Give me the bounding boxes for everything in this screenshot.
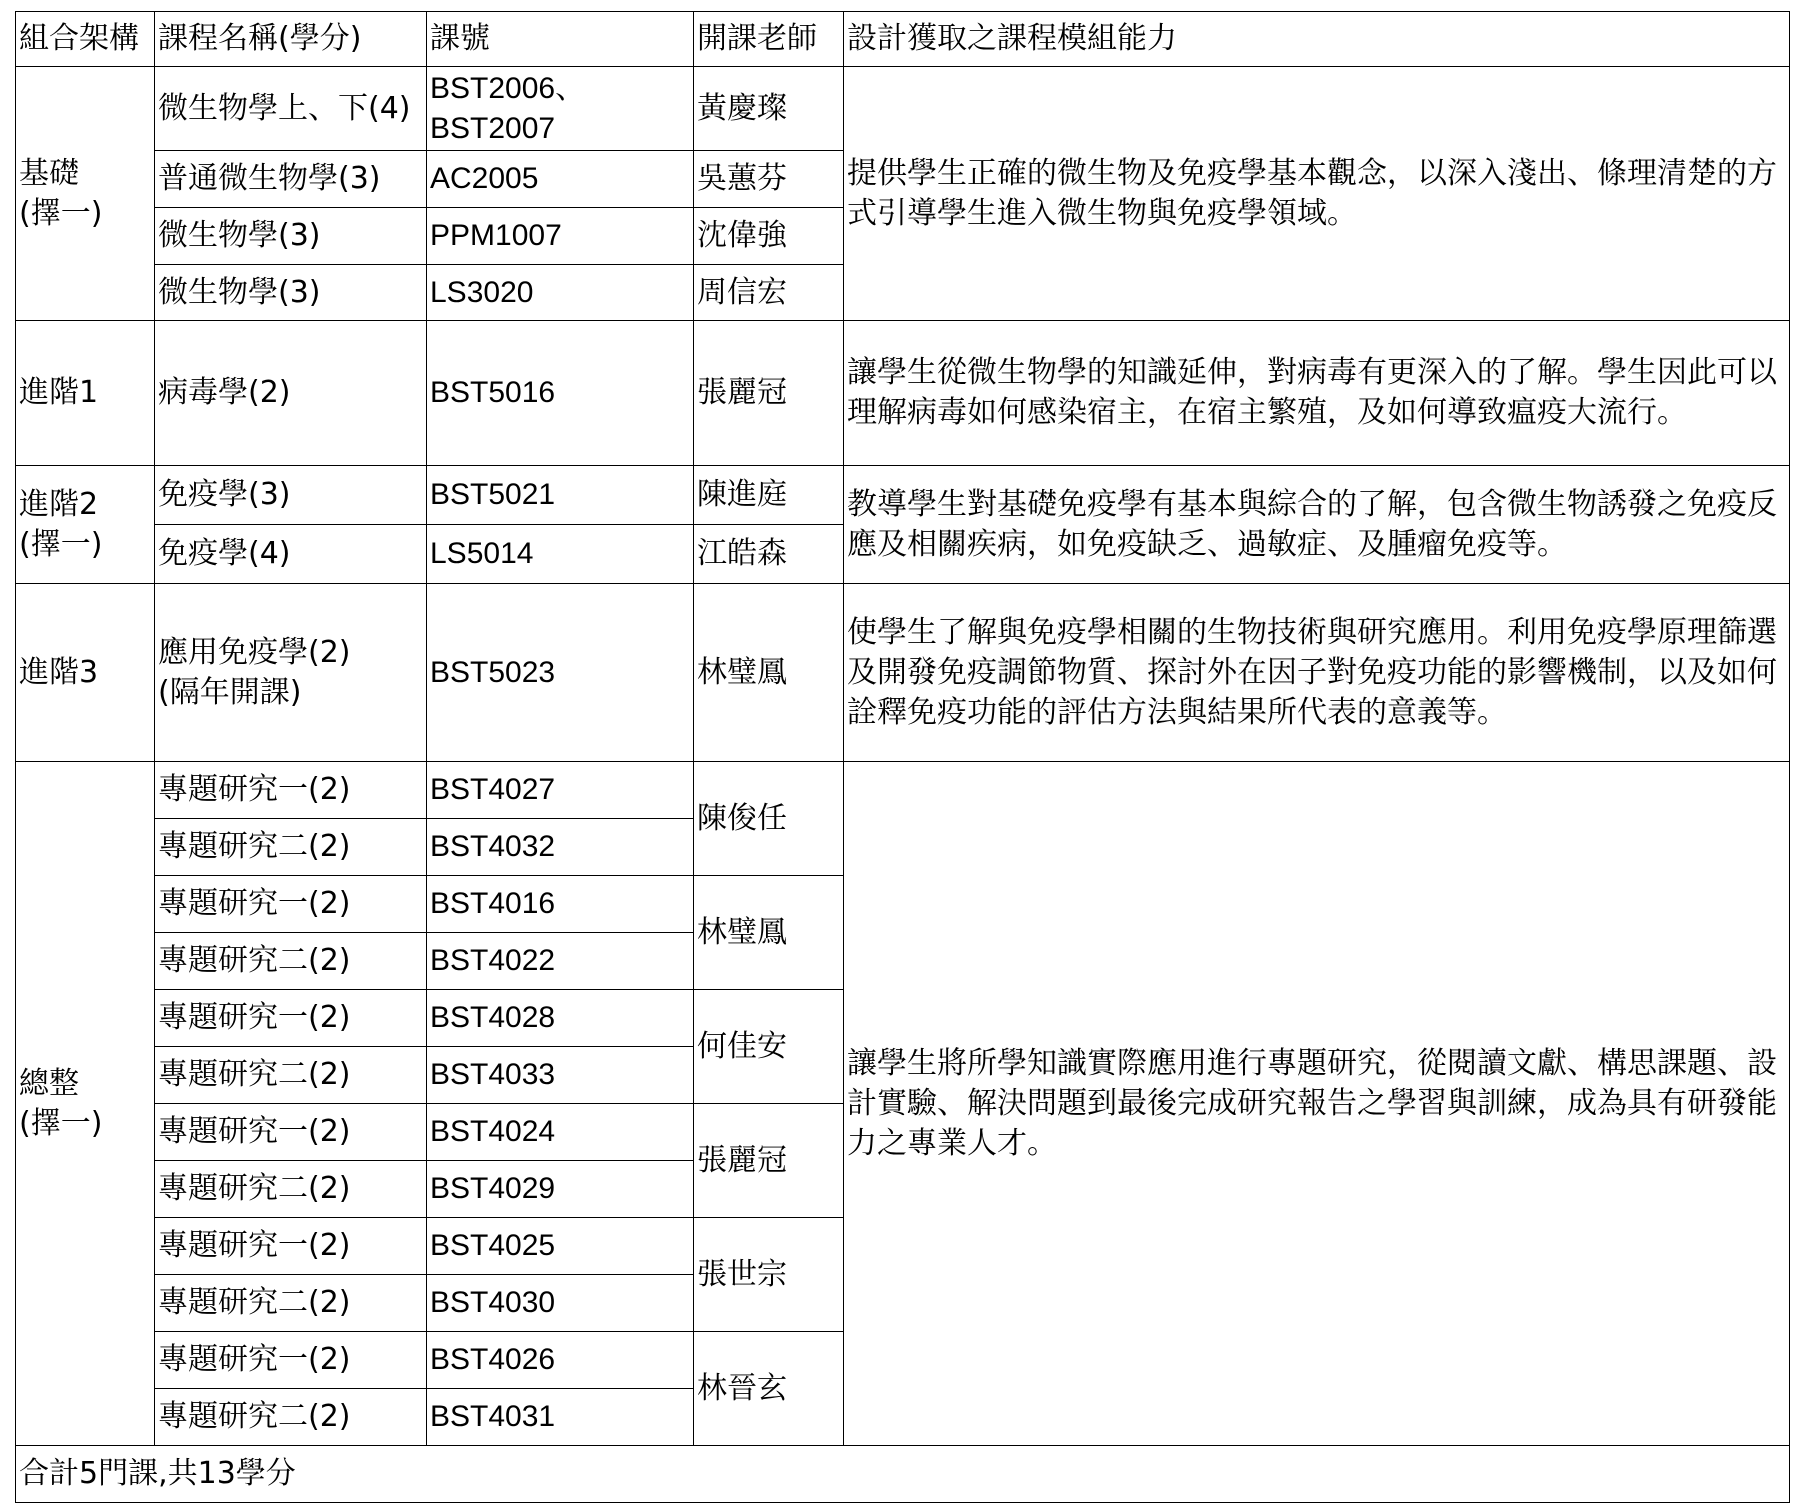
ability-capstone: 讓學生將所學知識實際應用進行專題研究，從閱讀文獻、構思課題、設計實驗、解決問題到最後完成研究報告之學習與訓練，成為具有研發能力之專業人才。	[844, 762, 1790, 1446]
group-capstone-label	[16, 762, 155, 1446]
course-name: 病毒學(2)	[155, 321, 427, 466]
course-code: LS5014	[427, 525, 694, 584]
course-code: PPM1007	[427, 208, 694, 265]
course-code: BST4031	[427, 1389, 694, 1446]
course-code: BST4016	[427, 876, 694, 933]
course-name: 免疫學(3)	[155, 466, 427, 525]
course-name: 微生物學上、下(4)	[155, 67, 427, 151]
group-label-line: 基礎	[19, 155, 79, 191]
course-name: 專題研究一(2)	[155, 1332, 427, 1389]
course-teacher: 林璧鳳	[694, 876, 844, 990]
course-code: BST4024	[427, 1104, 694, 1161]
course-code-line: BST2006、	[430, 71, 586, 105]
course-teacher: 黃慶璨	[694, 67, 844, 151]
course-module-document	[15, 11, 1789, 1503]
course-code: BST5021	[427, 466, 694, 525]
ability-advanced3: 使學生了解與免疫學相關的生物技術與研究應用。利用免疫學原理篩選及開發免疫調節物質、探討外在因子對免疫功能的影響機制，以及如何詮釋免疫功能的評估方法與結果所代表的意義等。	[844, 584, 1790, 762]
header-row	[16, 12, 1790, 67]
course-code	[427, 67, 694, 151]
course-name: 專題研究二(2)	[155, 933, 427, 990]
table-row	[16, 584, 1790, 762]
course-name: 普通微生物學(3)	[155, 151, 427, 208]
header-course-name: 課程名稱(學分)	[155, 12, 427, 67]
course-name: 專題研究二(2)	[155, 1275, 427, 1332]
group-label-note: (擇一)	[19, 526, 103, 562]
course-teacher: 張麗冠	[694, 321, 844, 466]
group-label-line: 進階2	[19, 486, 99, 522]
course-teacher: 陳進庭	[694, 466, 844, 525]
course-teacher: 林璧鳳	[694, 584, 844, 762]
course-code: BST4029	[427, 1161, 694, 1218]
group-label-note: (擇一)	[19, 195, 103, 231]
course-name-note: (隔年開課)	[158, 674, 302, 710]
table-row	[16, 67, 1790, 151]
course-teacher: 江皓森	[694, 525, 844, 584]
course-code: BST4032	[427, 819, 694, 876]
course-code: BST4025	[427, 1218, 694, 1275]
course-teacher: 吳蕙芬	[694, 151, 844, 208]
course-module-table	[15, 11, 1790, 1503]
header-teacher: 開課老師	[694, 12, 844, 67]
course-teacher: 周信宏	[694, 265, 844, 321]
course-name: 專題研究二(2)	[155, 819, 427, 876]
course-teacher: 林晉玄	[694, 1332, 844, 1446]
table-row	[16, 762, 1790, 819]
course-name: 專題研究一(2)	[155, 1104, 427, 1161]
course-name: 免疫學(4)	[155, 525, 427, 584]
ability-advanced1: 讓學生從微生物學的知識延伸，對病毒有更深入的了解。學生因此可以理解病毒如何感染宿主，在宿主繁殖，及如何導致瘟疫大流行。	[844, 321, 1790, 466]
course-teacher: 何佳安	[694, 990, 844, 1104]
course-teacher: 陳俊任	[694, 762, 844, 876]
course-teacher: 張麗冠	[694, 1104, 844, 1218]
header-group: 組合架構	[16, 12, 155, 67]
course-code: AC2005	[427, 151, 694, 208]
course-code: BST4026	[427, 1332, 694, 1389]
ability-advanced2: 教導學生對基礎免疫學有基本與綜合的了解，包含微生物誘發之免疫反應及相關疾病，如免疫缺乏、過敏症、及腫瘤免疫等。	[844, 466, 1790, 584]
course-code: BST4033	[427, 1047, 694, 1104]
course-name: 專題研究一(2)	[155, 876, 427, 933]
course-code: BST5023	[427, 584, 694, 762]
group-advanced3-label: 進階3	[16, 584, 155, 762]
table-row	[16, 466, 1790, 525]
group-advanced1-label: 進階1	[16, 321, 155, 466]
course-name: 專題研究一(2)	[155, 762, 427, 819]
summary-row	[16, 1446, 1790, 1503]
course-name: 專題研究一(2)	[155, 1218, 427, 1275]
course-name: 專題研究二(2)	[155, 1047, 427, 1104]
course-name: 專題研究二(2)	[155, 1389, 427, 1446]
group-basic-label	[16, 67, 155, 321]
course-name-line: 應用免疫學(2)	[158, 634, 351, 670]
course-teacher: 張世宗	[694, 1218, 844, 1332]
group-label-note: (擇一)	[19, 1105, 103, 1141]
course-name: 專題研究二(2)	[155, 1161, 427, 1218]
course-code: BST4028	[427, 990, 694, 1047]
group-label-line: 總整	[19, 1065, 79, 1101]
course-name: 微生物學(3)	[155, 208, 427, 265]
course-name: 微生物學(3)	[155, 265, 427, 321]
course-code: BST5016	[427, 321, 694, 466]
course-code: BST4030	[427, 1275, 694, 1332]
ability-basic: 提供學生正確的微生物及免疫學基本觀念，以深入淺出、條理清楚的方式引導學生進入微生物與免疫學領域。	[844, 67, 1790, 321]
group-advanced2-label	[16, 466, 155, 584]
course-code-line: BST2007	[430, 111, 556, 145]
table-row	[16, 321, 1790, 466]
header-ability: 設計獲取之課程模組能力	[844, 12, 1790, 67]
course-code: BST4022	[427, 933, 694, 990]
course-teacher: 沈偉強	[694, 208, 844, 265]
course-code: LS3020	[427, 265, 694, 321]
course-code: BST4027	[427, 762, 694, 819]
course-name: 專題研究一(2)	[155, 990, 427, 1047]
summary-total: 合計5門課,共13學分	[16, 1446, 1790, 1503]
header-course-code: 課號	[427, 12, 694, 67]
course-name	[155, 584, 427, 762]
